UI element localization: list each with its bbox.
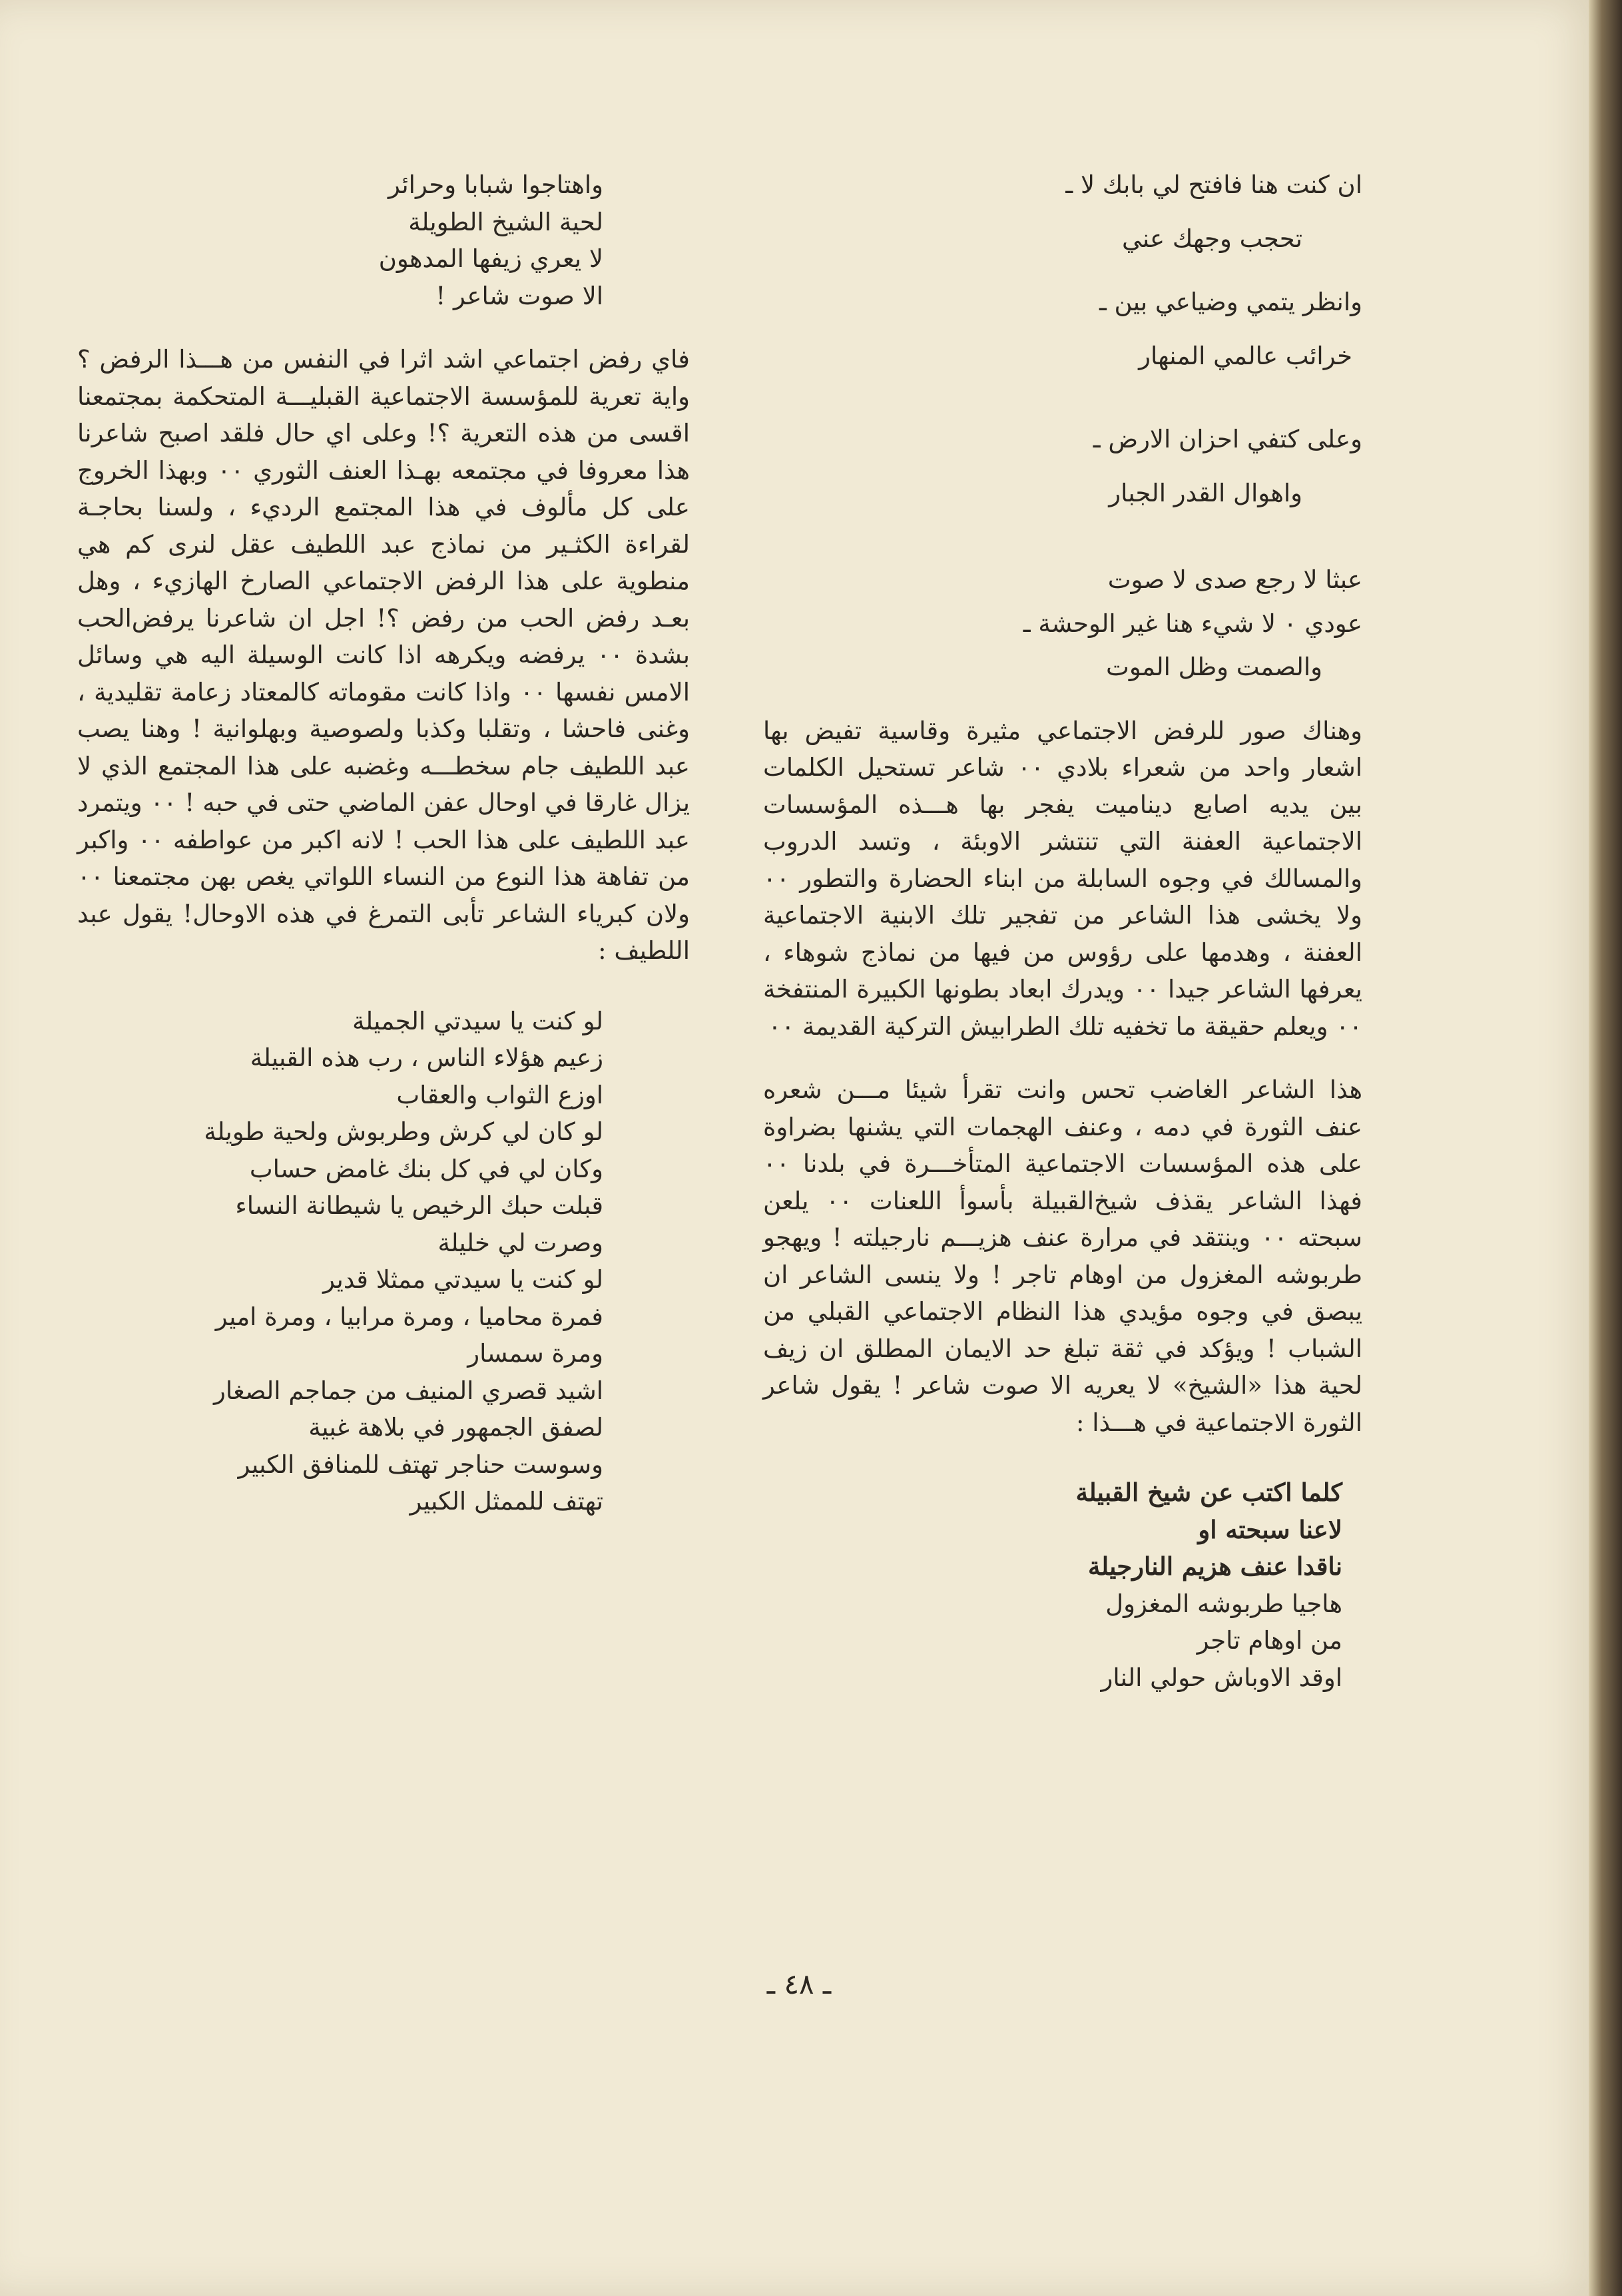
verse-line: وسوست حناجر تهتف للمنافق الكبير [238,1450,603,1479]
verse-line: اوزع الثواب والعقاب [396,1080,603,1109]
verse-line: لو كنت يا سيدتي ممثلا قدير [323,1265,603,1294]
right-poem-1 [763,166,1362,686]
verse-line: قبلت حبك الرخيص يا شيطانة النساء [235,1191,603,1220]
verse-line: وانظر يتمي وضياعي بين ـ [1099,288,1362,316]
page-edge [1589,0,1622,2296]
verse-line: تهتف للممثل الكبير [409,1487,603,1516]
verse-line: اوقد الاوباش حولي النار [1101,1663,1342,1692]
verse-line: ومرة سمسار [467,1339,603,1368]
left-paragraph-1: فاي رفض اجتماعي اشد اثرا في النفس من هـــذا الرفض ؟ واية تعرية للمؤسسة الاجتماعية القبليـــة المتحكمة بمجتمعنا اقسى من هذه التعرية ؟! وعلى اي حال فلقد اصبح شاعرنا هذا معروفا في مجتمعه بهـذا العنف الثوري ٠٠ وبهذا الخروج على كل مألوف في هذا المجتمع الرديء ، ولسنا بحاجـة لقراءة الكثـير من نماذج عبد اللطيف عقل لنرى كم هي منطوية على هذا الرفض الاجتماعي الصارخ الهازيء ، وهل بعـد رفض الحب من رفض ؟! اجل ان شاعرنا يرفض‌الحب بشدة ٠٠ يرفضه ويكرهه اذا كانت الوسيلة اليه هي وسائل الامس نفسها ٠٠ واذا كانت مقوماته كالمعتاد زعامة تقليدية ، وغنى فاحشا ، وتقلبا وكذبا ولصوصية وبهلوانية ! وهنا يصب عبد اللطيف جام سخطـــه وغضبه على هذا المجتمع الذي لا يزال غارقا في اوحال عفن الماضي حتى في حبه ! ٠٠ ويتمرد عبد اللطيف على هذا الحب ! لانه اكبر من عواطفه ٠٠ واكبر من تفاهة هذا النوع من النساء اللواتي يغص بهن مجتمعنا ٠٠ ولان كبرياء الشاعر تأبى التمرغ في هذه الاوحال! يقول عبد اللطيف : [77,345,690,965]
verse-line: واهوال القدر الجبار [1109,478,1302,507]
verse-line: والصمت وظل الموت [1106,653,1322,681]
verse-line: عودي ٠ لا شيء هنا غير الوحشة ـ [1023,609,1362,638]
right-poem-2 [763,1585,1342,1697]
left-column [77,166,690,1520]
verse-line: اشيد قصري المنيف من جماجم الصغار [213,1376,603,1405]
right-poem-2-bold [763,1474,1342,1585]
verse-line: ان كنت هنا فافتح لي بابك لا ـ [1065,170,1362,199]
verse-line: واهتاجوا شبابا وحرائر [388,170,603,199]
verse-line: وعلى كتفي احزان الارض ـ [1093,425,1362,453]
verse-line: كلما اكتب عن شيخ القبيلة [1075,1478,1342,1507]
left-poem-1 [77,166,603,314]
verse-line: خرائب عالمي المنهار [1139,341,1352,370]
verse-line: عبثا لا رجع صدى لا صوت [1107,565,1362,594]
verse-line: لحية الشيخ الطويلة [408,207,603,236]
verse-line: الا صوت شاعر ! [435,281,603,310]
right-paragraph-1: وهناك صور للرفض الاجتماعي مثيرة وقاسية تفيض بها اشعار واحد من شعراء بلادي ٠٠ شاعر تستحيل الكلمات بين يديه اصابع ديناميت يفجر بها هـــذه المؤسسات الاجتماعية العفنة التي تنتشر الاوبئة ، وتسد الدروب والمسالك في وجوه السابلة من ابناء الحضارة والتطور ٠٠ ولا يخشى هذا الشاعر من تفجير تلك الابنية الاجتماعية العفنة ، وهدمها على رؤوس من فيها من نماذج شوهاء ، يعرفها الشاعر جيدا ٠٠ ويدرك ابعاد بطونها الكبيرة المنتفخة ٠٠ ويعلم حقيقة ما تخفيه تلك الطرابيش التركية القديمة ٠٠ [763,716,1362,1041]
verse-line: لا يعري زيفها المدهون [378,244,603,273]
verse-line: زعيم هؤلاء الناس ، رب هذه القبيلة [250,1043,603,1072]
verse-line: لو كان لي كرش وطربوش ولحية طويلة [204,1117,603,1146]
verse-line: هاجيا طربوشه المغزول [1105,1589,1342,1618]
verse-line: وكان لي في كل بنك غامض حساب [249,1154,603,1183]
verse-line: ناقدا عنف هزيم النارجيلة [1088,1552,1342,1581]
right-paragraph-2: هذا الشاعر الغاضب تحس وانت تقرأ شيئا مـــن شعره عنف الثورة في دمه ، وعنف الهجمات التي يشنها بضراوة على هذه المؤسسات الاجتماعية المتأخـــرة في بلدنا ٠٠ فهذا الشاعر يقذف شيخ‌القبيلة بأسوأ اللعنات ٠٠ يلعن سبحته ٠٠ وينتقد في مرارة عنف هزيـــم نارجيلته ! ويهجو طربوشه المغزول من اوهام تاجر ! ولا ينسى الشاعر ان يبصق في وجوه مؤيدي هذا النظام الاجتماعي القبلي من الشباب ! ويؤكد في ثقة تبلغ حد الايمان المطلق ان زيف لحية هذا «الشيخ» لا يعريه الا صوت شاعر ! يقول شاعر الثورة الاجتماعية في هـــذا : [763,1075,1362,1437]
verse-line: لاعنا سبحته او [1198,1514,1342,1544]
verse-line: لصفق الجمهور في بلاهة غبية [308,1413,603,1442]
verse-line: من اوهام تاجر [1197,1626,1342,1655]
verse-line: وصرت لي خليلة [437,1228,603,1257]
verse-line: تحجب وجهك عني [1122,224,1302,253]
right-column [763,166,1362,1696]
verse-line: فمرة محاميا ، ومرة مرابيا ، ومرة امير [215,1302,603,1331]
verse-line: لو كنت يا سيدتي الجميلة [352,1006,603,1035]
page-number: ـ ٤٨ ـ [766,1968,832,2000]
left-poem-2 [77,1003,603,1520]
